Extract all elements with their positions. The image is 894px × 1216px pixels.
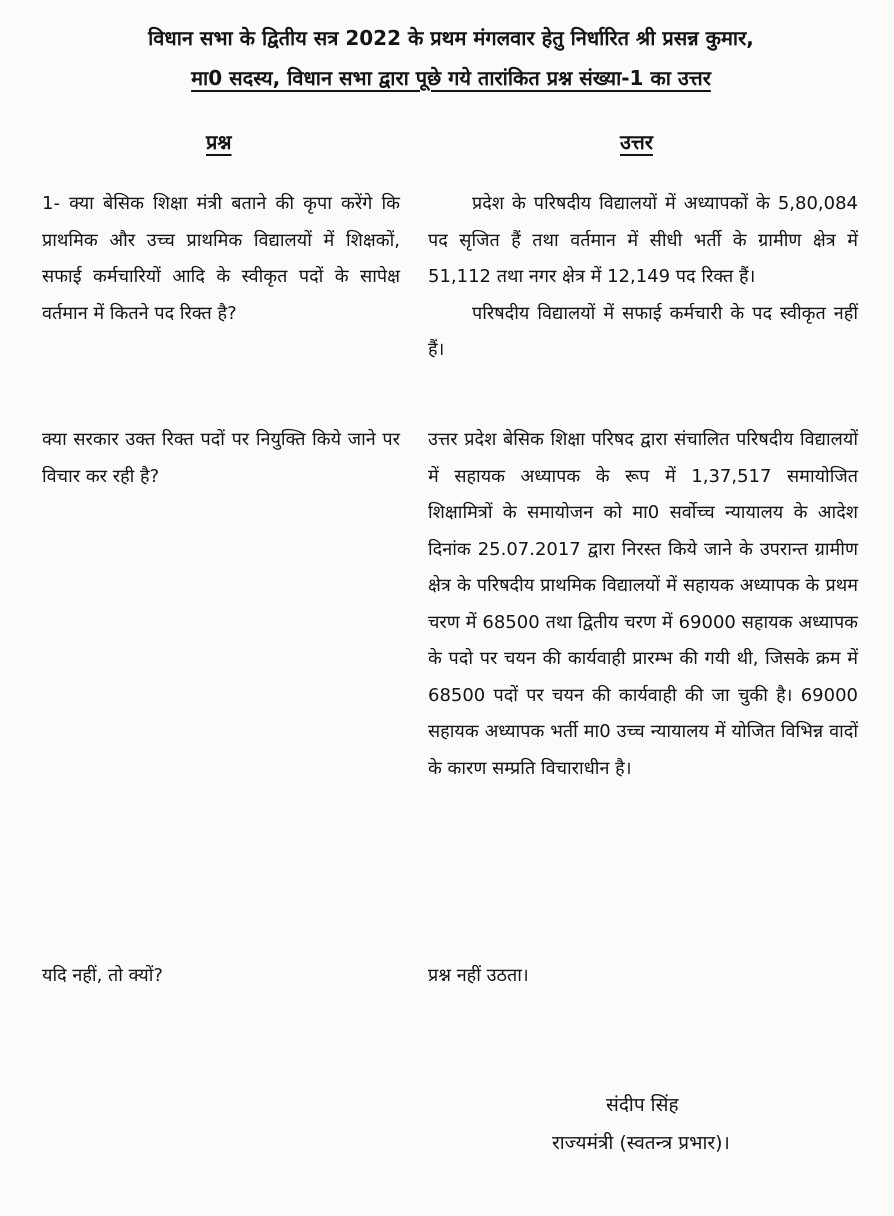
signatory-designation: राज्यमंत्री (स्वतन्त्र प्रभार)।	[552, 1132, 730, 1154]
document-header	[28, 18, 874, 98]
answer-3-paragraph: प्रश्न नहीं उठता।	[428, 965, 529, 986]
answer-column-heading: उत्तर	[620, 130, 653, 154]
signatory-name: संदीप सिंह	[606, 1094, 679, 1116]
answer-1-paragraph-2: परिषदीय विद्यालयों में सफाई कर्मचारी के पद स्वीकृत नहीं हैं।	[428, 302, 858, 360]
question-1: 1- क्या बेसिक शिक्षा मंत्री बताने की कृपा करेंगे कि प्राथमिक और उच्च प्राथमिक विद्यालयों में शिक्षकों, सफाई कर्मचारियों आदि के स्वीकृत पदों के सापेक्ष वर्तमान में कितने पद रिक्त है?	[42, 193, 400, 324]
question-3: यदि नहीं, तो क्यों?	[42, 965, 163, 986]
header-line-2: मा0 सदस्य, विधान सभा द्वारा पूछे गये तारांकित प्रश्न संख्या-1 का उत्तर	[191, 66, 711, 90]
answer-1	[428, 186, 858, 369]
question-column-heading: प्रश्न	[206, 130, 232, 154]
header-line-1: विधान सभा के द्वितीय सत्र 2022 के प्रथम मंगलवार हेतु निर्धारित श्री प्रसन्न कुमार,	[148, 26, 754, 50]
answer-1-paragraph-1: प्रदेश के परिषदीय विद्यालयों में अध्यापकों के 5,80,084 पद सृजित हैं तथा वर्तमान में सीधी भर्ती के ग्रामीण क्षेत्र में 51,112 तथा नगर क्षेत्र में 12,149 पद रिक्त हैं।	[428, 193, 858, 287]
answer-2	[428, 422, 858, 787]
question-2: क्या सरकार उक्त रिक्त पदों पर नियुक्ति किये जाने पर विचार कर रही है?	[42, 429, 400, 487]
answer-3	[428, 958, 858, 995]
answer-2-paragraph: उत्तर प्रदेश बेसिक शिक्षा परिषद द्वारा संचालित परिषदीय विद्यालयों में सहायक अध्यापक के रूप में 1,37,517 समायोजित शिक्षामित्रों के समायोजन को मा0 सर्वोच्च न्यायालय के आदेश दिनांक 25.07.2017 द्वारा निरस्त किये जाने के उपरान्त ग्रामीण क्षेत्र के परिषदीय प्राथमिक विद्यालयों में सहायक अध्यापक के प्रथम चरण में 68500 तथा द्वितीय चरण में 69000 सहायक अध्यापक के पदो पर चयन की कार्यवाही प्रारम्भ की गयी थी, जिसके क्रम में 68500 पदों पर चयन की कार्यवाही की जा चुकी है। 69000 सहायक अध्यापक भर्ती मा0 उच्च न्यायालय में योजित विभिन्न वादों के कारण सम्प्रति विचाराधीन है।	[428, 429, 858, 779]
